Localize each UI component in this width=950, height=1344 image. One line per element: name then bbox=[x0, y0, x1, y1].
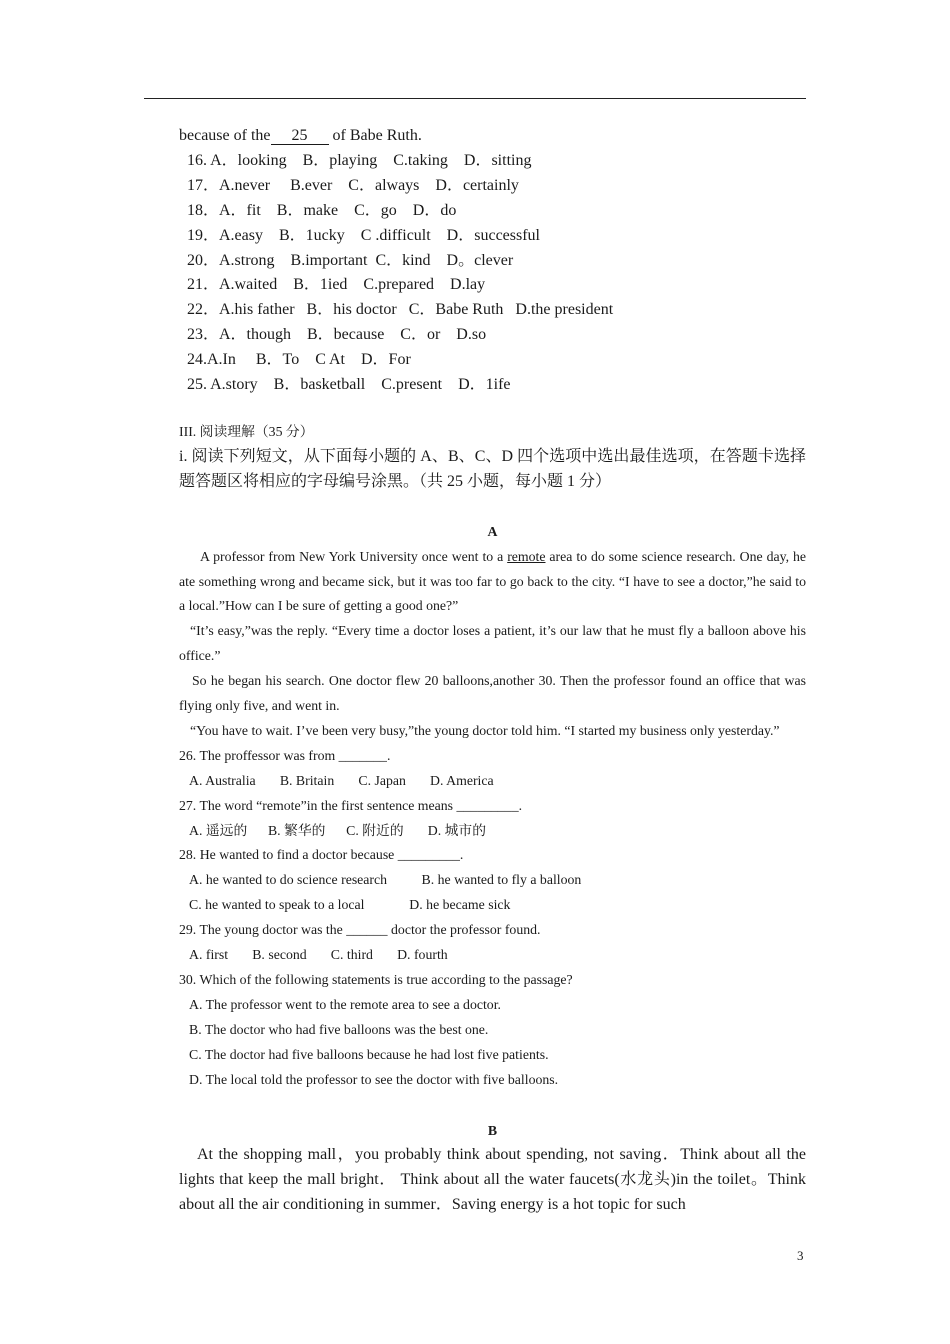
cloze-end-prefix: because of the bbox=[179, 127, 271, 144]
underlined-word-remote: remote bbox=[507, 548, 546, 564]
question-30-option-b: B. The doctor who had five balloons was the best one. bbox=[189, 1021, 489, 1037]
question-26-options: A. Australia B. Britain C. Japan D. America bbox=[189, 772, 494, 788]
cloze-end-suffix: of Babe Ruth. bbox=[328, 127, 422, 144]
header-rule bbox=[144, 98, 806, 99]
section-instruction: i. 阅读下列短文，从下面每小题的 A、B、C、D 四个选项中选出最佳选项，在答题卡选择题答题区将相应的字母编号涂黑。（共 25 小题，每小题 1 分） bbox=[179, 447, 806, 490]
question-26-stem: 26. The proffessor was from _______. bbox=[179, 747, 391, 763]
cloze-options bbox=[179, 149, 806, 398]
cloze-option-24: 24.A.In B．To C At D．For bbox=[187, 351, 411, 369]
passage-a-paragraph-1: A professor from New York University once went to a remote area to do some science research. One day, he ate something wrong and became sick, but it was too far to go back to the city. “I have to see a doctor,”he said to a local.”How can I be sure of getting a good one?” bbox=[179, 548, 806, 614]
cloze-end-line bbox=[179, 124, 806, 149]
passage-a-paragraph-4: “You have to wait. I’ve been very busy,”the young doctor told him. “I started my business only yesterday.” bbox=[190, 722, 780, 738]
question-28-options-cd: C. he wanted to speak to a local D. he became sick bbox=[189, 897, 511, 913]
cloze-option-22: 22．A.his father B．his doctor C．Babe Ruth D.the president bbox=[187, 301, 614, 319]
passage-a-questions bbox=[179, 744, 806, 1093]
cloze-option-21: 21．A.waited B．1ied C.prepared D.lay bbox=[187, 276, 486, 294]
question-28-stem: 28. He wanted to find a doctor because _________. bbox=[179, 847, 464, 863]
cloze-option-16: 16. A．looking B．playing C.taking D．sitting bbox=[187, 151, 532, 169]
question-30-option-a: A. The professor went to the remote area to see a doctor. bbox=[189, 996, 501, 1012]
passage-b-heading: B bbox=[487, 1122, 498, 1138]
passage-a-paragraph-3: So he began his search. One doctor flew 20 balloons,another 30. Then the professor found an office that was flying only five, and went in. bbox=[179, 673, 806, 714]
page-content bbox=[179, 124, 806, 1218]
cloze-option-20: 20．A.strong B.important C．kind D。clever bbox=[187, 251, 514, 269]
cloze-blank-25: 25 bbox=[271, 128, 329, 145]
question-27-stem: 27. The word “remote”in the first sentence means _________. bbox=[179, 797, 523, 813]
page-number: 3 bbox=[797, 1248, 804, 1263]
cloze-option-17: 17．A.never B.ever C．always D．certainly bbox=[187, 176, 519, 194]
question-29-stem: 29. The young doctor was the ______ doctor the professor found. bbox=[179, 922, 541, 938]
passage-a-paragraph-2: “It’s easy,”was the reply. “Every time a doctor loses a patient, it’s our law that he must fly a balloon above his office.” bbox=[179, 623, 806, 664]
question-27-options: A. 遥远的 B. 繁华的 C. 附近的 D. 城市的 bbox=[189, 822, 487, 838]
question-29-options: A. first B. second C. third D. fourth bbox=[189, 947, 448, 963]
passage-a-heading: A bbox=[487, 523, 498, 539]
section-title: III. 阅读理解（35 分） bbox=[179, 423, 314, 439]
cloze-option-25: 25. A.story B．basketball C.present D．1ife bbox=[187, 376, 511, 394]
question-28-options-ab: A. he wanted to do science research B. he wanted to fly a balloon bbox=[189, 872, 582, 888]
question-30-stem: 30. Which of the following statements is true according to the passage? bbox=[179, 972, 573, 987]
question-30-option-c: C. The doctor had five balloons because he had lost five patients. bbox=[189, 1046, 549, 1062]
cloze-option-19: 19．A.easy B．1ucky C .difficult D．successful bbox=[187, 226, 540, 244]
question-30-option-d: D. The local told the professor to see the doctor with five balloons. bbox=[189, 1071, 559, 1087]
cloze-option-18: 18．A．fit B．make C．go D．do bbox=[187, 201, 457, 219]
passage-b-paragraph-1: At the shopping mall，you probably think about spending, not saving．Think about all the lights that keep the mall bright． Think about all the water faucets(水龙头)in the toilet。Think about all the air conditioning in summer．Saving energy is a hot topic for such bbox=[179, 1146, 806, 1214]
cloze-option-23: 23．A．though B．because C．or D.so bbox=[187, 326, 487, 344]
